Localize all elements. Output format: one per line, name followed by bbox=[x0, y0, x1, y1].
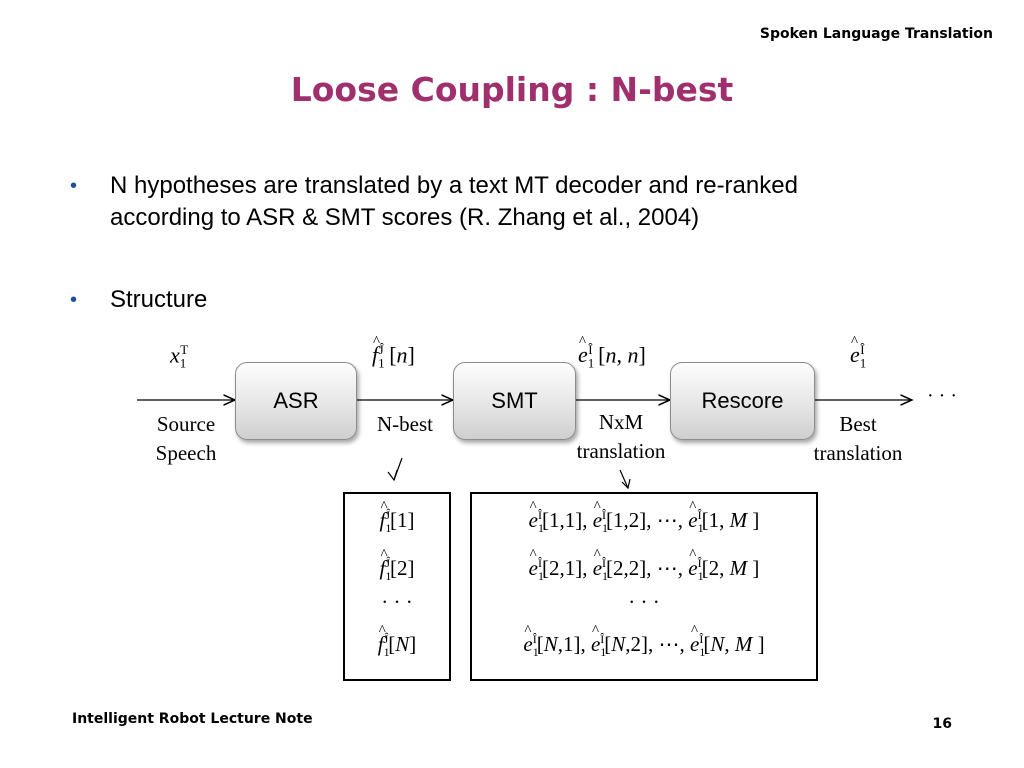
asr-box: ASR bbox=[235, 362, 357, 440]
nbest-row: ^ $f_1^Ĵ[2]$ bbox=[345, 556, 449, 584]
page-number: 16 bbox=[932, 716, 952, 732]
source-speech-label: Source Speech bbox=[155, 412, 217, 465]
smt-box: SMT bbox=[453, 362, 576, 440]
footer-course-note: Intelligent Robot Lecture Note bbox=[72, 711, 313, 727]
bullet-text-line-2: according to ASR & SMT scores (R. Zhang et al., 2004) bbox=[110, 204, 700, 231]
bullet-text: Structure bbox=[110, 286, 208, 313]
symbol-e-nn: ^ $e_1^Î$ [n, n] bbox=[578, 343, 646, 370]
nxm-row: ^ $e_1^Î[2,1]$, ^ $e_1^Î[2,2]$, ⋯, ^ $e_1^Î[2$, M ] bbox=[472, 556, 816, 584]
symbol-e-best: ^ $e_1^Î$ bbox=[850, 343, 865, 370]
symbol-x1T: $x_1^T$ bbox=[170, 342, 189, 371]
nbest-panel bbox=[343, 492, 451, 681]
nbest-row: ^ $f_1^Ĵ[N]$ bbox=[345, 632, 449, 660]
bullet-text-line-1: N hypotheses are translated by a text MT decoder and re-ranked bbox=[110, 172, 798, 199]
nbest-label: N-best bbox=[377, 412, 433, 436]
bullet-icon: • bbox=[70, 175, 78, 197]
best-translation-label: Best translation bbox=[813, 412, 903, 465]
nbest-row: ^ $f_1^Ĵ[1]$ bbox=[345, 508, 449, 536]
nxm-ellipsis: · · · bbox=[628, 590, 660, 614]
trailing-ellipsis: · · · bbox=[927, 385, 957, 407]
bullet-icon: • bbox=[70, 289, 78, 311]
arrow-nxm-to-panel bbox=[620, 470, 628, 488]
course-header: Spoken Language Translation bbox=[759, 26, 993, 42]
slide-title: Loose Coupling : N-best bbox=[290, 70, 734, 109]
nxm-translation-label: NxM translation bbox=[576, 410, 666, 463]
nxm-row: ^ $e_1^Î[1,1]$, ^ $e_1^Î[1,2]$, ⋯, ^ $e_1^Î[1$, M ] bbox=[472, 508, 816, 536]
rescore-box: Rescore bbox=[670, 362, 815, 440]
nxm-row: ^ $e_1^Î[N,1]$, ^ $e_1^Î[N,2]$, ⋯, ^ $e_1^Î[N$, M ] bbox=[472, 632, 816, 660]
nxm-panel bbox=[470, 492, 818, 681]
symbol-f-n: ^ $f_1^Ĵ$ [n] bbox=[372, 343, 415, 370]
nbest-ellipsis: · · · bbox=[381, 590, 413, 614]
